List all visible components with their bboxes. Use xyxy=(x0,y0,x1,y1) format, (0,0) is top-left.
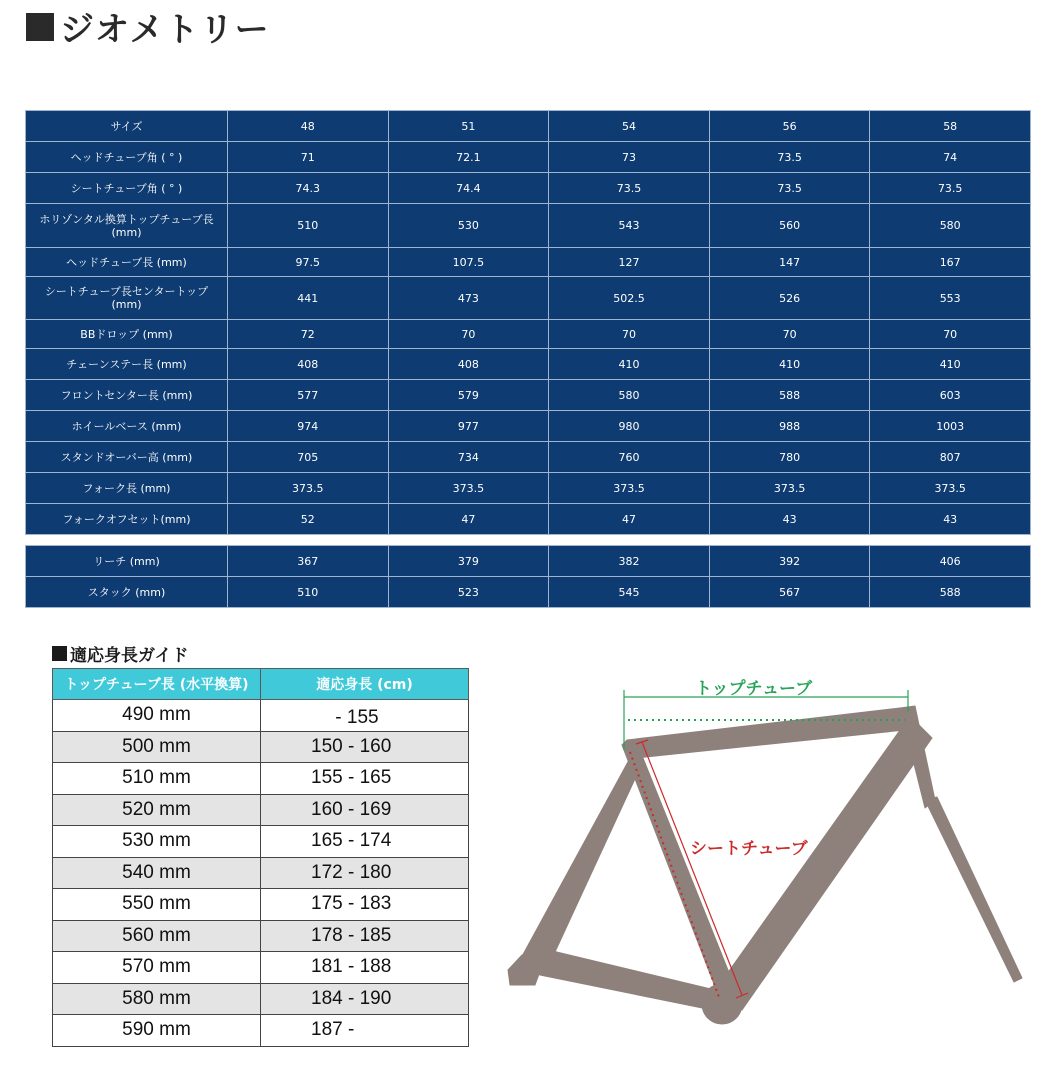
geometry-row xyxy=(26,248,1031,277)
geometry-row xyxy=(26,320,1031,349)
size-cell: 58 xyxy=(870,111,1031,142)
value-cell: 127 xyxy=(549,248,710,277)
value-cell: 373.5 xyxy=(870,473,1031,504)
guide-height-cell: 150 - 160 xyxy=(261,731,469,763)
row-label: シートチューブ角 ( ° ) xyxy=(26,173,228,204)
value-cell: 523 xyxy=(388,577,549,608)
value-cell: 73.5 xyxy=(870,173,1031,204)
page-title-text: ジオメトリー xyxy=(60,10,270,50)
row-label: スタック (mm) xyxy=(26,577,228,608)
value-cell: 408 xyxy=(388,349,549,380)
value-cell: 73.5 xyxy=(709,173,870,204)
value-cell: 70 xyxy=(388,320,549,349)
value-cell: 74.4 xyxy=(388,173,549,204)
guide-row xyxy=(53,794,469,826)
guide-row xyxy=(53,889,469,921)
guide-row xyxy=(53,920,469,952)
value-cell: 43 xyxy=(709,504,870,535)
row-label: シートチューブ長センタートップ (mm) xyxy=(26,277,228,320)
geometry-row xyxy=(26,411,1031,442)
guide-height-cell: 178 - 185 xyxy=(261,920,469,952)
guide-tube-cell: 550 mm xyxy=(53,889,261,921)
geometry-row xyxy=(26,173,1031,204)
height-guide-title xyxy=(52,641,189,666)
value-cell: 579 xyxy=(388,380,549,411)
guide-height-cell: 165 - 174 xyxy=(261,826,469,858)
value-cell: 473 xyxy=(388,277,549,320)
guide-row xyxy=(53,731,469,763)
value-cell: 72 xyxy=(228,320,389,349)
row-label: サイズ xyxy=(26,111,228,142)
value-cell: 97.5 xyxy=(228,248,389,277)
geometry-extra-row xyxy=(26,546,1031,577)
value-cell: 780 xyxy=(709,442,870,473)
guide-col-height-header: 適応身長 (cm) xyxy=(261,669,469,700)
dropout-shape xyxy=(508,955,545,985)
geometry-row xyxy=(26,473,1031,504)
guide-height-cell: 184 - 190 xyxy=(261,983,469,1015)
value-cell: 107.5 xyxy=(388,248,549,277)
guide-row xyxy=(53,826,469,858)
value-cell: 588 xyxy=(870,577,1031,608)
value-cell: 147 xyxy=(709,248,870,277)
value-cell: 382 xyxy=(549,546,710,577)
guide-height-cell: - 155 xyxy=(261,700,469,732)
guide-col-tube-header: トップチューブ長 (水平換算) xyxy=(53,669,261,700)
geometry-row xyxy=(26,442,1031,473)
geometry-size-row xyxy=(26,111,1031,142)
geometry-extra-table xyxy=(25,545,1031,608)
value-cell: 441 xyxy=(228,277,389,320)
guide-tube-cell: 560 mm xyxy=(53,920,261,952)
value-cell: 580 xyxy=(870,204,1031,248)
guide-row xyxy=(53,700,469,732)
value-cell: 1003 xyxy=(870,411,1031,442)
bottom-bracket-shape xyxy=(702,984,742,1024)
value-cell: 406 xyxy=(870,546,1031,577)
guide-tube-cell: 510 mm xyxy=(53,763,261,795)
value-cell: 580 xyxy=(549,380,710,411)
size-cell: 56 xyxy=(709,111,870,142)
value-cell: 526 xyxy=(709,277,870,320)
geometry-row xyxy=(26,504,1031,535)
value-cell: 988 xyxy=(709,411,870,442)
row-label: フォークオフセット(mm) xyxy=(26,504,228,535)
value-cell: 73 xyxy=(549,142,710,173)
height-guide-title-text: 適応身長ガイド xyxy=(70,646,189,666)
height-guide-table xyxy=(52,668,469,1047)
value-cell: 588 xyxy=(709,380,870,411)
value-cell: 734 xyxy=(388,442,549,473)
value-cell: 73.5 xyxy=(709,142,870,173)
guide-row xyxy=(53,983,469,1015)
value-cell: 373.5 xyxy=(388,473,549,504)
value-cell: 70 xyxy=(709,320,870,349)
size-cell: 54 xyxy=(549,111,710,142)
row-label: フォーク長 (mm) xyxy=(26,473,228,504)
guide-row xyxy=(53,763,469,795)
geometry-extra-row xyxy=(26,577,1031,608)
row-label: ホリゾンタル換算トップチューブ長 (mm) xyxy=(26,204,228,248)
value-cell: 72.1 xyxy=(388,142,549,173)
fork-shape xyxy=(925,797,1022,982)
guide-height-cell: 172 - 180 xyxy=(261,857,469,889)
row-label: フロントセンター長 (mm) xyxy=(26,380,228,411)
value-cell: 530 xyxy=(388,204,549,248)
value-cell: 52 xyxy=(228,504,389,535)
value-cell: 373.5 xyxy=(549,473,710,504)
value-cell: 43 xyxy=(870,504,1031,535)
value-cell: 70 xyxy=(870,320,1031,349)
value-cell: 977 xyxy=(388,411,549,442)
guide-tube-cell: 580 mm xyxy=(53,983,261,1015)
row-label: ホイールベース (mm) xyxy=(26,411,228,442)
guide-row xyxy=(53,952,469,984)
value-cell: 373.5 xyxy=(709,473,870,504)
row-label: リーチ (mm) xyxy=(26,546,228,577)
guide-height-cell: 187 - xyxy=(261,1015,469,1047)
geometry-table xyxy=(25,110,1031,535)
value-cell: 410 xyxy=(870,349,1031,380)
guide-tube-cell: 500 mm xyxy=(53,731,261,763)
guide-height-cell: 155 - 165 xyxy=(261,763,469,795)
size-cell: 51 xyxy=(388,111,549,142)
down-tube-shape xyxy=(712,716,932,1010)
value-cell: 74 xyxy=(870,142,1031,173)
frame-shape xyxy=(508,706,1022,1024)
guide-tube-cell: 520 mm xyxy=(53,794,261,826)
value-cell: 577 xyxy=(228,380,389,411)
value-cell: 560 xyxy=(709,204,870,248)
value-cell: 510 xyxy=(228,204,389,248)
value-cell: 74.3 xyxy=(228,173,389,204)
size-cell: 48 xyxy=(228,111,389,142)
guide-row xyxy=(53,1015,469,1047)
value-cell: 410 xyxy=(549,349,710,380)
row-label: ヘッドチューブ角 ( ° ) xyxy=(26,142,228,173)
value-cell: 408 xyxy=(228,349,389,380)
value-cell: 603 xyxy=(870,380,1031,411)
geometry-row xyxy=(26,204,1031,248)
value-cell: 373.5 xyxy=(228,473,389,504)
value-cell: 510 xyxy=(228,577,389,608)
value-cell: 71 xyxy=(228,142,389,173)
value-cell: 545 xyxy=(549,577,710,608)
geometry-row xyxy=(26,277,1031,320)
square-bullet-icon xyxy=(52,646,67,661)
value-cell: 807 xyxy=(870,442,1031,473)
value-cell: 567 xyxy=(709,577,870,608)
square-bullet-icon xyxy=(26,13,54,41)
geometry-row xyxy=(26,142,1031,173)
seat-tube-shape xyxy=(622,743,740,1005)
value-cell: 410 xyxy=(709,349,870,380)
seat-stay-shape xyxy=(520,760,640,960)
top-tube-label: トップチューブ xyxy=(695,679,813,699)
value-cell: 70 xyxy=(549,320,710,349)
guide-height-cell: 175 - 183 xyxy=(261,889,469,921)
guide-height-cell: 160 - 169 xyxy=(261,794,469,826)
row-label: ヘッドチューブ長 (mm) xyxy=(26,248,228,277)
guide-height-cell: 181 - 188 xyxy=(261,952,469,984)
value-cell: 543 xyxy=(549,204,710,248)
value-cell: 367 xyxy=(228,546,389,577)
value-cell: 73.5 xyxy=(549,173,710,204)
row-label: BBドロップ (mm) xyxy=(26,320,228,349)
guide-tube-cell: 570 mm xyxy=(53,952,261,984)
value-cell: 980 xyxy=(549,411,710,442)
value-cell: 974 xyxy=(228,411,389,442)
guide-tube-cell: 590 mm xyxy=(53,1015,261,1047)
value-cell: 392 xyxy=(709,546,870,577)
page-title xyxy=(26,2,270,51)
guide-tube-cell: 490 mm xyxy=(53,700,261,732)
value-cell: 502.5 xyxy=(549,277,710,320)
value-cell: 760 xyxy=(549,442,710,473)
value-cell: 553 xyxy=(870,277,1031,320)
chain-stay-shape xyxy=(520,948,722,1012)
row-label: チェーンステー長 (mm) xyxy=(26,349,228,380)
value-cell: 47 xyxy=(549,504,710,535)
top-tube-shape xyxy=(622,708,912,758)
geometry-row xyxy=(26,349,1031,380)
guide-tube-cell: 530 mm xyxy=(53,826,261,858)
row-label: スタンドオーバー高 (mm) xyxy=(26,442,228,473)
value-cell: 167 xyxy=(870,248,1031,277)
value-cell: 379 xyxy=(388,546,549,577)
geometry-row xyxy=(26,380,1031,411)
guide-row xyxy=(53,857,469,889)
value-cell: 47 xyxy=(388,504,549,535)
guide-tube-cell: 540 mm xyxy=(53,857,261,889)
seat-tube-label: シートチューブ xyxy=(690,839,808,859)
value-cell: 705 xyxy=(228,442,389,473)
